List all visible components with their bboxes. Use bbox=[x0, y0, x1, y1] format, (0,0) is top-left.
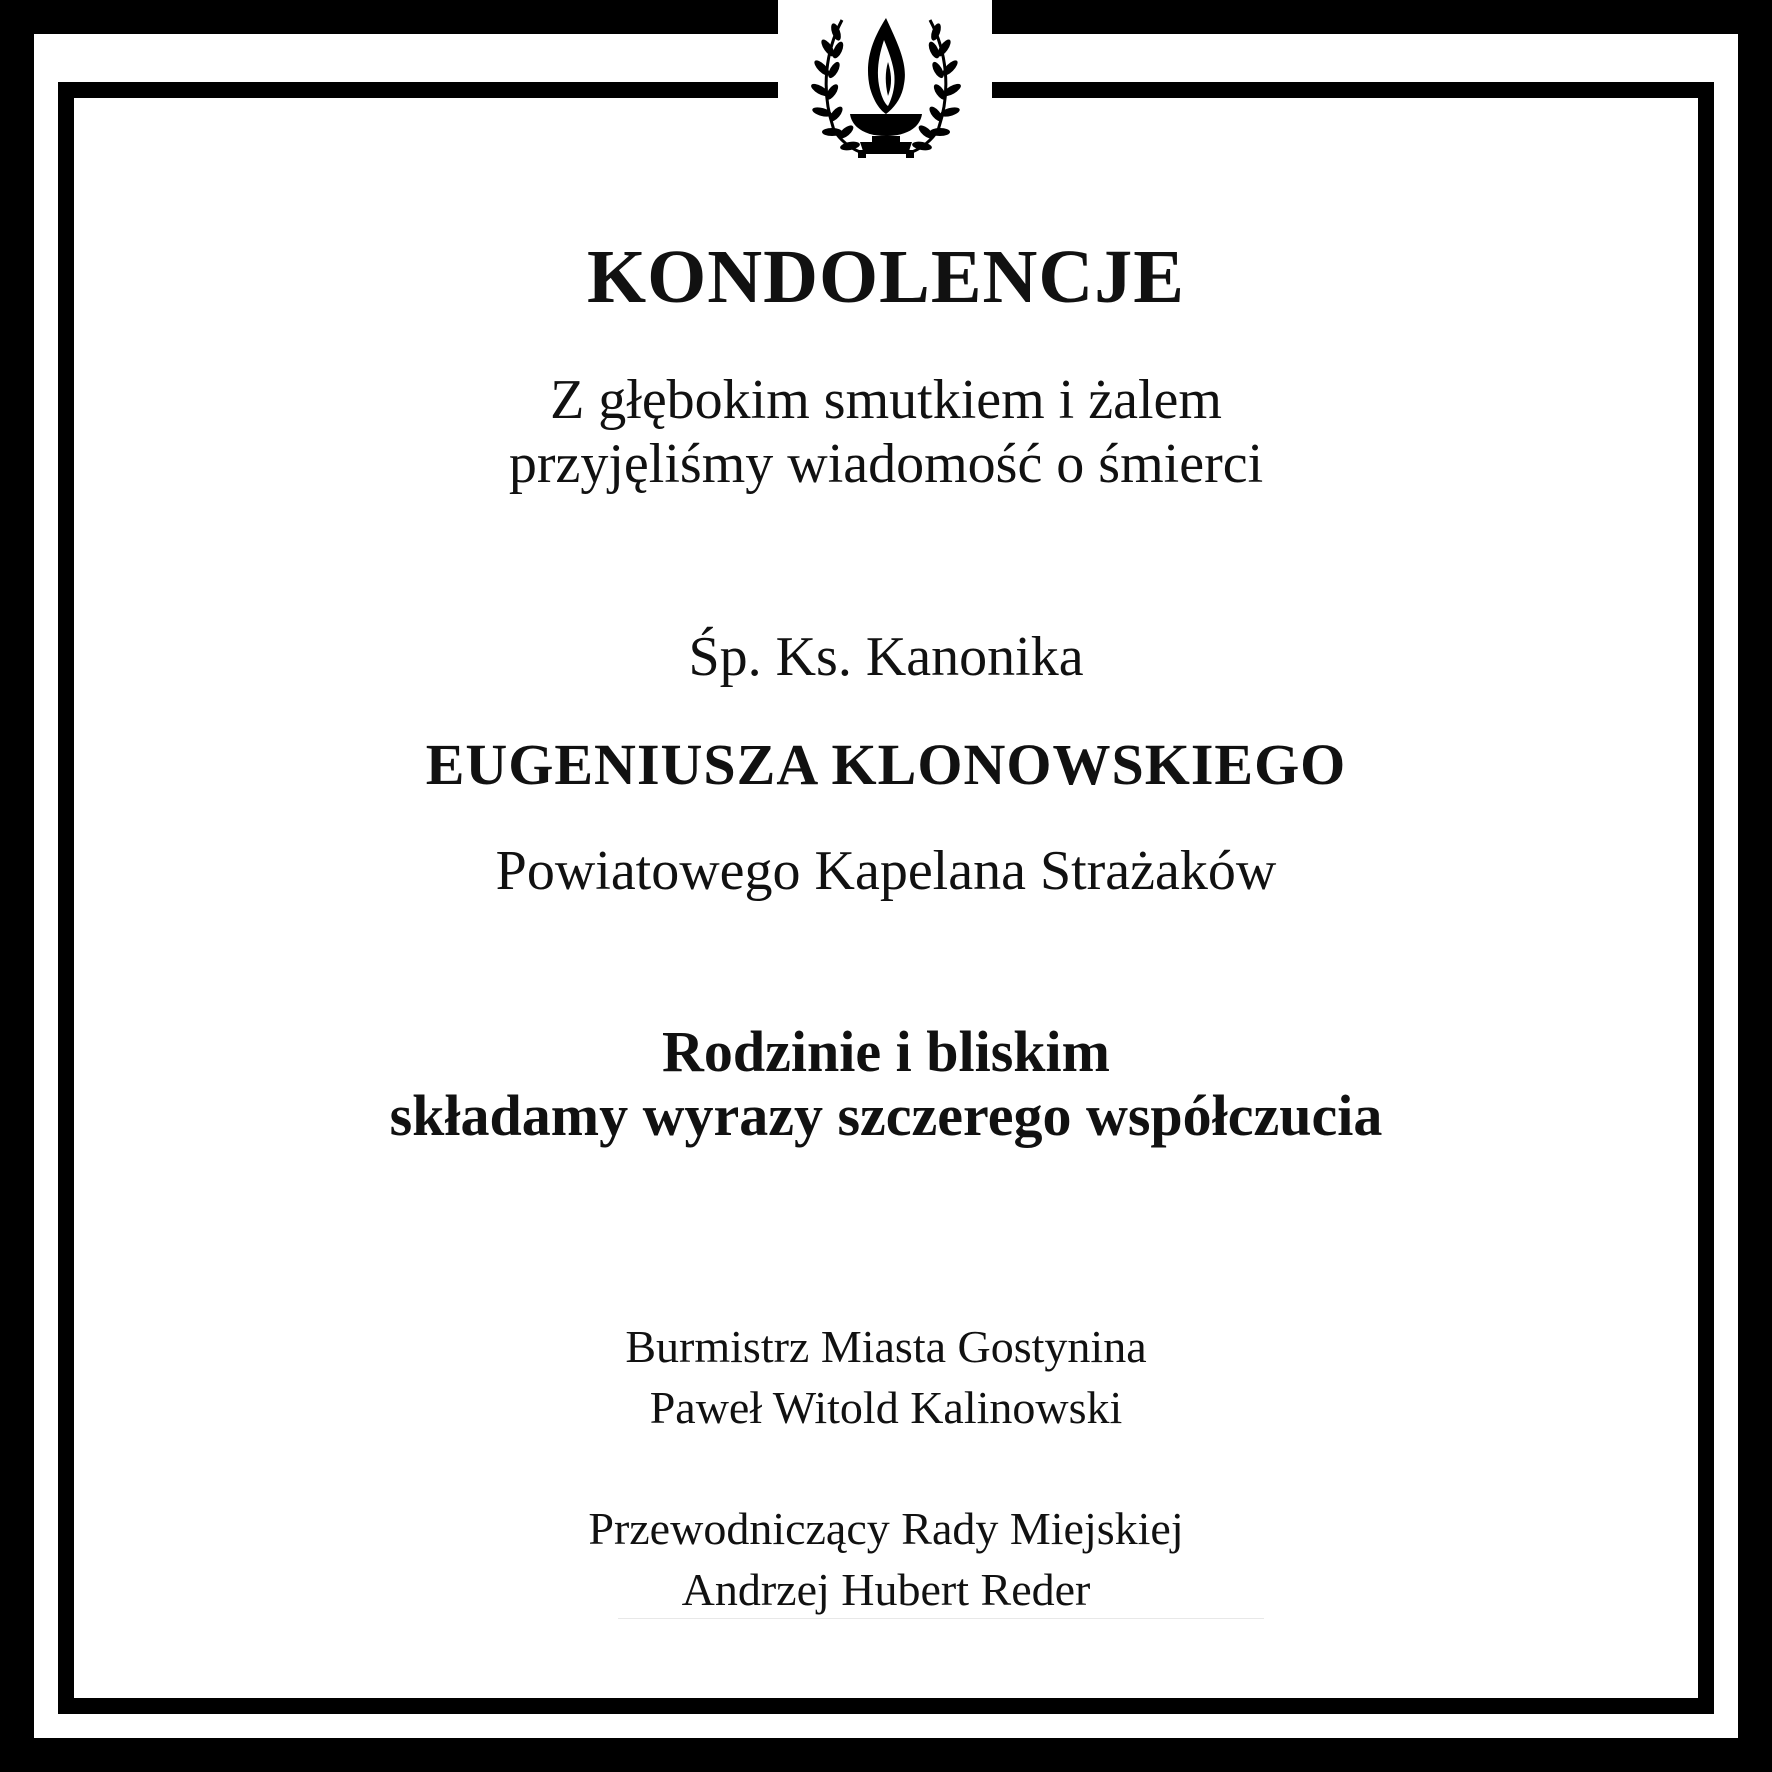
intro-line-1: Z głębokim smutkiem i żalem bbox=[550, 369, 1222, 431]
signatory-name: Paweł Witold Kalinowski bbox=[649, 1382, 1123, 1433]
signatory-council-chair bbox=[0, 1498, 1772, 1620]
page-title: KONDOLENCJE bbox=[587, 235, 1185, 319]
signatory-title: Przewodniczący Rady Miejskiej bbox=[588, 1503, 1184, 1554]
signatory-name: Andrzej Hubert Reder bbox=[681, 1564, 1091, 1615]
deceased-role: Powiatowego Kapelana Strażaków bbox=[495, 840, 1277, 902]
intro-line-2: przyjęliśmy wiadomość o śmierci bbox=[508, 433, 1264, 495]
signatory-title: Burmistrz Miasta Gostynina bbox=[625, 1321, 1147, 1372]
message-line-2: składamy wyrazy szczerego współczucia bbox=[389, 1083, 1383, 1148]
left-laurel-icon bbox=[809, 20, 860, 152]
flame-bowl-with-laurel-icon bbox=[790, 10, 982, 160]
flame-icon bbox=[868, 18, 905, 114]
deceased-name: EUGENIUSZA KLONOWSKIEGO bbox=[425, 732, 1347, 797]
right-laurel-icon bbox=[911, 20, 962, 152]
divider bbox=[618, 1618, 1264, 1619]
intro-text bbox=[0, 368, 1772, 496]
message-line-1: Rodzinie i bliskim bbox=[662, 1019, 1110, 1084]
deceased-prefix: Śp. Ks. Kanonika bbox=[688, 626, 1084, 688]
condolence-message bbox=[0, 1020, 1772, 1148]
signatory-mayor bbox=[0, 1316, 1772, 1438]
bowl-icon bbox=[850, 114, 922, 158]
